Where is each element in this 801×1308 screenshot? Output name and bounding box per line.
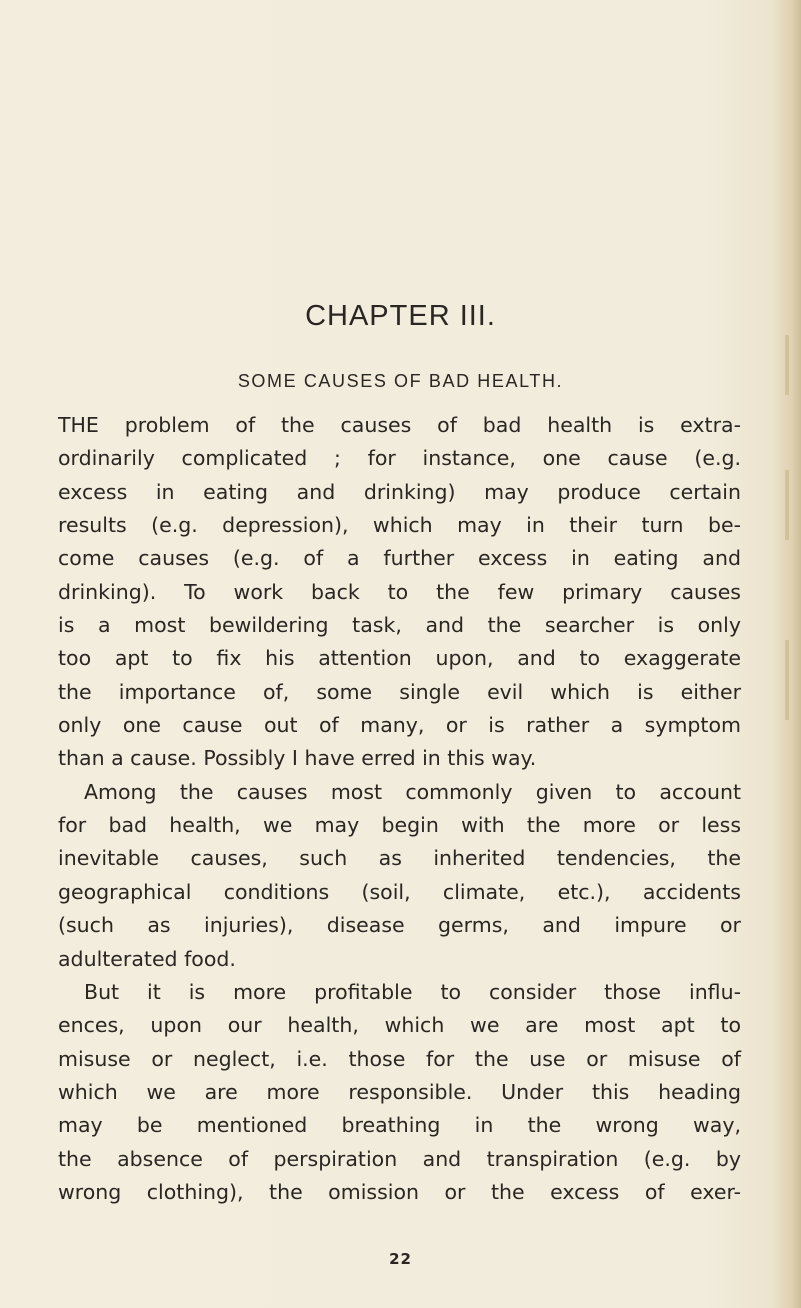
text-line: than a cause. Possibly I have erred in this way.: [58, 746, 537, 771]
text-line: drinking). To work back to the few primary causes: [58, 579, 741, 604]
text-line: is a most bewildering task, and the searcher is only: [58, 613, 741, 638]
text-line: wrong clothing), the omission or the excess of exer-: [58, 1179, 741, 1204]
text-line: adulterated food.: [58, 946, 236, 971]
page-edge-mark: [785, 640, 789, 720]
text-line: geographical conditions (soil, climate, etc.), accidents: [58, 879, 741, 904]
body-text: [58, 409, 741, 1209]
text-line: But it is more profitable to consider those influ-: [84, 979, 741, 1004]
text-line: (such as injuries), disease germs, and impure or: [58, 913, 741, 938]
text-line: ordinarily complicated ; for instance, one cause (e.g.: [58, 446, 741, 471]
text-line: which we are more responsible. Under this heading: [58, 1079, 741, 1104]
section-title: SOME CAUSES OF BAD HEALTH.: [237, 371, 564, 391]
text-line: the importance of, some single evil which is either: [58, 679, 741, 704]
text-line: misuse or neglect, i.e. those for the use or misuse of: [58, 1046, 741, 1071]
text-line: excess in eating and drinking) may produce certain: [58, 479, 741, 504]
text-line: Among the causes most commonly given to account: [84, 779, 741, 804]
text-line: for bad health, we may begin with the more or less: [58, 813, 741, 838]
text-line: ences, upon our health, which we are most apt to: [58, 1013, 741, 1038]
text-line: THE problem of the causes of bad health is extra-: [58, 413, 741, 437]
text-line: may be mentioned breathing in the wrong way,: [58, 1113, 741, 1138]
page-number: 22: [389, 1250, 412, 1268]
text-line: the absence of perspiration and transpiration (e.g. by: [58, 1146, 741, 1171]
text-line: only one cause out of many, or is rather a symptom: [58, 713, 741, 738]
text-line: inevitable causes, such as inherited tendencies, the: [58, 846, 741, 871]
chapter-title: CHAPTER III.: [305, 300, 496, 332]
text-line: results (e.g. depression), which may in their turn be-: [58, 513, 741, 538]
page-edge-mark: [785, 470, 789, 540]
text-line: too apt to fix his attention upon, and to exaggerate: [58, 646, 741, 671]
text-line: come causes (e.g. of a further excess in eating and: [58, 546, 741, 571]
